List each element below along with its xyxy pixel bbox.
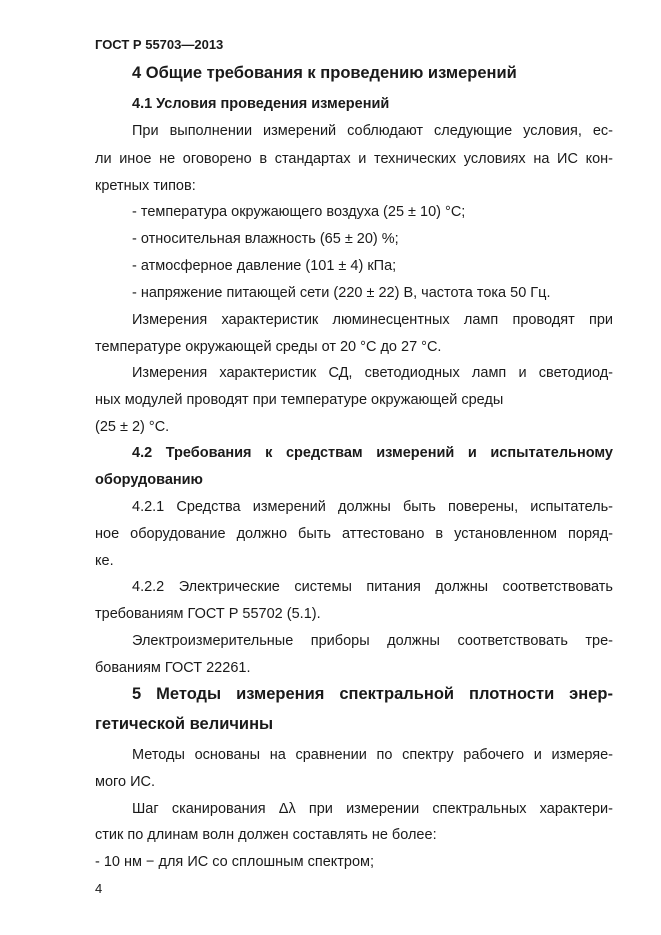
paragraph-line: Методы основаны на сравнении по спектру рабочего и измеряе- — [132, 747, 613, 763]
paragraph-line: 4.2.2 Электрические системы питания должны соответствовать — [132, 579, 613, 595]
section-4-title: 4 Общие требования к проведению измерений — [132, 64, 517, 82]
list-item: - атмосферное давление (101 ± 4) кПа; — [132, 258, 397, 274]
page-number: 4 — [95, 881, 103, 896]
paragraph-line: Измерения характеристик люминесцентных ламп проводят при — [132, 312, 613, 328]
list-item: - относительная влажность (65 ± 20) %; — [132, 231, 399, 247]
section-4-2-title-cont: оборудованию — [95, 472, 203, 488]
paragraph-line: Шаг сканирования Δλ при измерении спектральных характери- — [132, 801, 613, 817]
paragraph-line: стик по длинам волн должен составлять не более: — [95, 827, 437, 843]
paragraph-line: кретных типов: — [95, 178, 196, 194]
paragraph-line: ных модулей проводят при температуре окружающей среды — [95, 392, 504, 408]
list-item: - 10 нм − для ИС со сплошным спектром; — [95, 854, 375, 870]
paragraph-line: мого ИС. — [95, 774, 156, 790]
paragraph-line: (25 ± 2) °С. — [95, 419, 170, 435]
paragraph-line: Измерения характеристик СД, светодиодных ламп и светодиод- — [132, 365, 613, 381]
paragraph-line: температуре окружающей среды от 20 °С до 27 °С. — [95, 339, 442, 355]
list-item: - температура окружающего воздуха (25 ± 10) °С; — [132, 204, 466, 220]
section-4-1-title: 4.1 Условия проведения измерений — [132, 96, 390, 112]
document-header: ГОСТ Р 55703—2013 — [95, 37, 224, 52]
section-5-title: 5 Методы измерения спектральной плотности энер- — [132, 685, 613, 703]
paragraph-line: ное оборудование должно быть аттестовано в установленном поряд- — [95, 526, 613, 542]
paragraph-line: ке. — [95, 553, 114, 569]
list-item: - напряжение питающей сети (220 ± 22) В, частота тока 50 Гц. — [132, 285, 551, 301]
paragraph-line: При выполнении измерений соблюдают следующие условия, ес- — [132, 123, 613, 139]
section-4-2-title: 4.2 Требования к средствам измерений и испытательному — [132, 445, 613, 461]
paragraph-line: Электроизмерительные приборы должны соответствовать тре- — [132, 633, 613, 649]
paragraph-line: ли иное не оговорено в стандартах и технических условиях на ИС кон- — [95, 151, 613, 167]
paragraph-line: 4.2.1 Средства измерений должны быть поверены, испытатель- — [132, 499, 613, 515]
paragraph-line: требованиям ГОСТ Р 55702 (5.1). — [95, 606, 321, 622]
section-5-title-cont: гетической величины — [95, 715, 274, 733]
paragraph-line: бованиям ГОСТ 22261. — [95, 660, 251, 676]
